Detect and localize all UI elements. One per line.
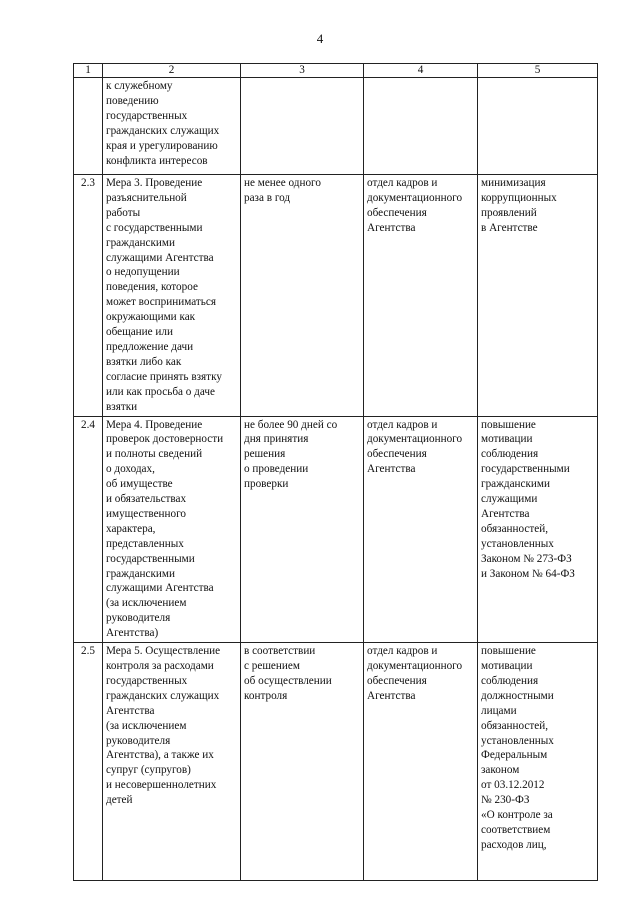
column-number-3: 3: [241, 64, 364, 78]
table-row: [74, 643, 598, 881]
result-line: соблюдения: [481, 448, 539, 461]
row-number: 2.4: [74, 416, 103, 643]
executor-cell: [364, 78, 478, 175]
term-line: решения: [244, 448, 286, 461]
column-number-1: 1: [74, 64, 103, 78]
result-cell: [478, 175, 598, 417]
measure-line: государственными: [106, 552, 195, 565]
measure-line: или как просьба о даче: [106, 385, 215, 398]
column-number-4: 4: [364, 64, 478, 78]
result-line: мотивации: [481, 433, 533, 446]
measure-line: и несовершеннолетних: [106, 779, 217, 792]
measure-cell: [103, 416, 241, 643]
measure-line: с государственными: [106, 221, 203, 234]
measure-line: Мера 4. Проведение: [106, 418, 203, 431]
measure-line: гражданских служащих: [106, 689, 220, 702]
executor-cell: [364, 643, 478, 881]
measure-line: и обязательствах: [106, 493, 187, 506]
measure-line: к служебному: [106, 80, 173, 92]
column-number-5: 5: [478, 64, 598, 78]
measure-line: имущественного: [106, 507, 187, 520]
executor-line: документационного: [367, 660, 463, 672]
measure-cell: [103, 78, 241, 175]
executor-line: отдел кадров и: [367, 418, 438, 431]
result-line: расходов лиц,: [481, 838, 547, 851]
result-line: повышение: [481, 418, 536, 431]
result-line: государственными: [481, 463, 570, 476]
measure-line: работы: [106, 206, 141, 219]
executor-line: обеспечения: [367, 448, 427, 461]
term-cell: [241, 643, 364, 881]
measure-line: взятки: [106, 400, 138, 413]
measure-line: края и урегулированию: [106, 139, 218, 152]
result-line: повышение: [481, 645, 536, 658]
measure-line: предложение дачи: [106, 340, 194, 353]
term-line: раза в год: [244, 191, 291, 204]
result-line: обязанностей,: [481, 719, 548, 732]
measure-line: Мера 3. Проведение: [106, 177, 203, 189]
measure-line: контроля за расходами: [106, 660, 214, 672]
result-line: и Законом № 64-ФЗ: [481, 567, 575, 580]
measure-line: гражданских служащих: [106, 124, 220, 137]
measure-line: гражданскими: [106, 236, 175, 249]
result-line: лицами: [481, 704, 517, 717]
measure-line: детей: [106, 794, 133, 807]
executor-line: документационного: [367, 433, 463, 446]
term-cell: [241, 78, 364, 175]
term-cell: [241, 416, 364, 643]
measure-line: гражданскими: [106, 567, 175, 580]
measure-line: руководителя: [106, 734, 171, 747]
measure-line: об имуществе: [106, 478, 173, 491]
term-line: об осуществлении: [244, 674, 332, 687]
measure-line: окружающими как: [106, 311, 196, 324]
result-line: мотивации: [481, 660, 533, 672]
term-line: в соответствии: [244, 645, 316, 658]
executor-line: обеспечения: [367, 674, 427, 687]
measure-line: о недопущении: [106, 266, 180, 279]
measure-line: руководителя: [106, 612, 171, 625]
measure-line: поведению: [106, 94, 159, 107]
executor-line: Агентства: [367, 221, 416, 234]
result-line: установленных: [481, 537, 554, 550]
measure-line: взятки либо как: [106, 355, 182, 368]
result-line: обязанностей,: [481, 522, 548, 535]
measure-line: согласие принять взятку: [106, 370, 222, 383]
executor-line: обеспечения: [367, 206, 427, 219]
measure-line: представленных: [106, 537, 184, 550]
measures-table: [73, 63, 598, 881]
executor-line: отдел кадров и: [367, 177, 438, 189]
table-header-row: [74, 64, 598, 78]
measure-line: характера,: [106, 522, 156, 535]
measure-line: государственных: [106, 674, 188, 687]
result-line: установленных: [481, 734, 554, 747]
table-row: [74, 175, 598, 417]
result-line: гражданскими: [481, 478, 550, 491]
measure-line: служащими Агентства: [106, 582, 214, 595]
row-number: 2.3: [74, 175, 103, 417]
result-line: от 03.12.2012: [481, 779, 545, 792]
result-line: служащими: [481, 493, 538, 506]
measure-line: супруг (супругов): [106, 764, 191, 777]
result-line: соответствием: [481, 823, 551, 836]
result-cell: [478, 416, 598, 643]
measure-line: государственных: [106, 109, 188, 122]
term-line: с решением: [244, 660, 300, 672]
measure-line: о доходах,: [106, 463, 155, 476]
measure-line: служащими Агентства: [106, 251, 214, 264]
result-line: законом: [481, 764, 520, 777]
result-line: в Агентстве: [481, 221, 538, 234]
measure-line: и полноты сведений: [106, 448, 203, 461]
page-number: 4: [316, 31, 324, 46]
result-line: Законом № 273-ФЗ: [481, 552, 572, 565]
term-line: контроля: [244, 689, 288, 702]
measure-line: Агентства: [106, 704, 155, 717]
table-row: [74, 78, 598, 175]
result-line: коррупционных: [481, 191, 557, 204]
measure-line: Агентства), а также их: [106, 749, 214, 762]
term-line: дня принятия: [244, 433, 309, 446]
term-line: проверки: [244, 478, 289, 491]
table-row: [74, 416, 598, 643]
measure-line: может восприниматься: [106, 296, 216, 309]
result-line: соблюдения: [481, 674, 539, 687]
measure-line: Агентства): [106, 627, 159, 640]
result-line: Федеральным: [481, 749, 548, 762]
column-number-2: 2: [103, 64, 241, 78]
result-line: «О контроле за: [481, 809, 553, 822]
measure-line: поведения, которое: [106, 281, 198, 294]
measure-cell: [103, 175, 241, 417]
result-line: проявлений: [481, 206, 537, 219]
measure-line: конфликта интересов: [106, 154, 208, 167]
measure-line: (за исключением: [106, 719, 187, 732]
measure-cell: [103, 643, 241, 881]
executor-line: Агентства: [367, 463, 416, 476]
result-cell: [478, 643, 598, 881]
measure-line: (за исключением: [106, 597, 187, 610]
row-number: [74, 78, 103, 175]
measure-line: проверок достоверности: [106, 433, 224, 446]
executor-line: Агентства: [367, 689, 416, 702]
executor-line: отдел кадров и: [367, 645, 438, 658]
measure-line: обещание или: [106, 326, 173, 339]
result-cell: [478, 78, 598, 175]
measure-line: Мера 5. Осуществление: [106, 645, 221, 658]
term-line: не более 90 дней со: [244, 418, 338, 431]
executor-cell: [364, 175, 478, 417]
executor-cell: [364, 416, 478, 643]
result-line: минимизация: [481, 177, 546, 189]
result-line: № 230-ФЗ: [481, 794, 530, 807]
result-line: должностными: [481, 689, 554, 702]
executor-line: документационного: [367, 191, 463, 204]
term-line: не менее одного: [244, 177, 321, 189]
row-number: 2.5: [74, 643, 103, 881]
term-line: о проведении: [244, 463, 309, 476]
result-line: Агентства: [481, 507, 530, 520]
measure-line: разъяснительной: [106, 191, 187, 204]
term-cell: [241, 175, 364, 417]
